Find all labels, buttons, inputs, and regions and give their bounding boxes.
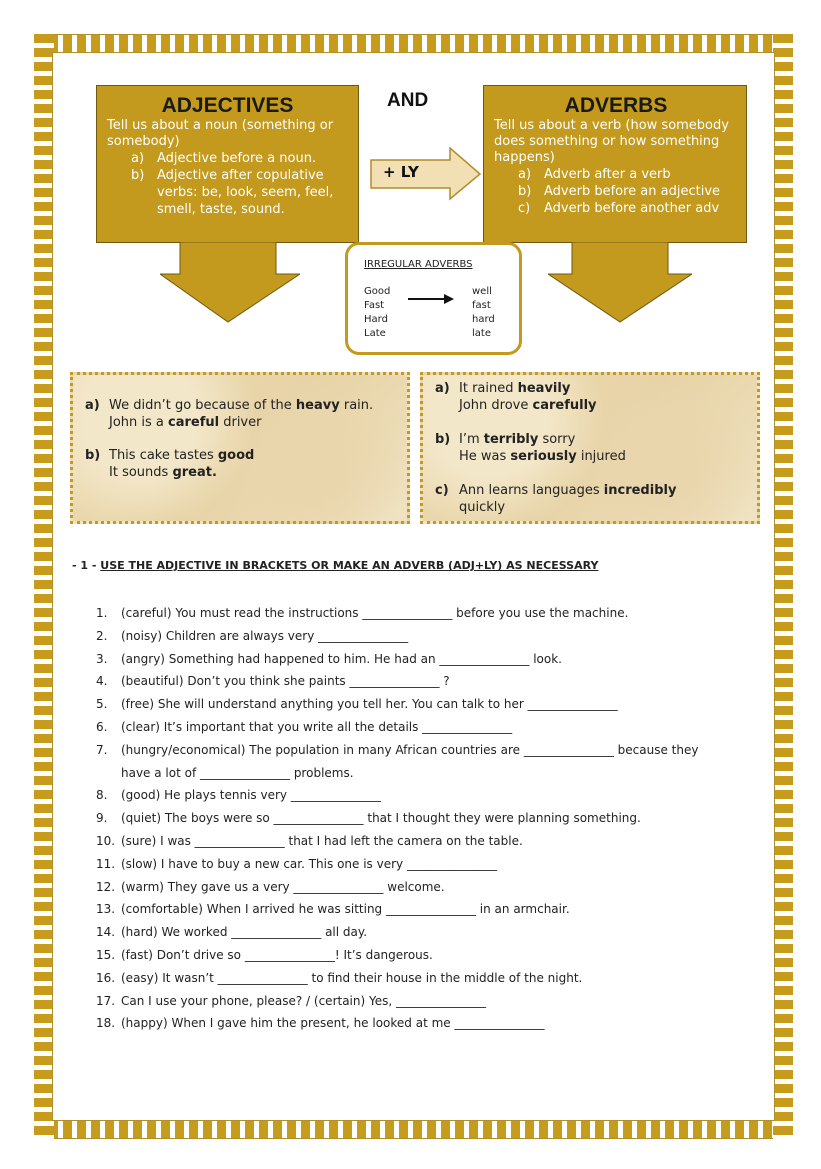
- exercise-item: [96, 693, 766, 716]
- irregular-adverbs-column: [472, 285, 495, 341]
- adj_examples-example-line: [85, 447, 254, 464]
- exercise-item: [96, 990, 766, 1013]
- exercise-item: [96, 853, 766, 876]
- adj_examples-example-text: It sounds: [109, 465, 173, 480]
- exercise-text: (careful) You must read the instructions _______________ before you use the machine.: [121, 606, 629, 620]
- adj_examples-example: [85, 397, 373, 431]
- adv_examples-example-text: It rained: [459, 381, 518, 396]
- adv_examples-example-line: [435, 448, 626, 465]
- adv_examples-example: [435, 380, 597, 414]
- irregular-adjectives-column: [364, 285, 390, 341]
- exercise-number: 12.: [96, 879, 116, 894]
- adv_examples-example-line: [435, 431, 626, 448]
- adj_examples-example-text: John is a: [109, 415, 169, 430]
- exercise-text: (fast) Don’t drive so _______________! It’s dangerous.: [121, 947, 433, 962]
- adverbs-rule: [518, 200, 738, 217]
- exercise-number: 2.: [96, 628, 108, 643]
- adj_examples-example-marker: b): [85, 448, 101, 463]
- adv_examples-example-text: sorry: [538, 432, 576, 447]
- adv_examples-example-text: quickly: [459, 500, 506, 515]
- adverbs-rule-text: Adverb after a verb: [544, 167, 671, 182]
- exercise-text: (clear) It’s important that you write all the details _______________: [121, 719, 513, 734]
- exercise-text: (noisy) Children are always very _______________: [121, 628, 409, 643]
- exercise-item: [96, 898, 766, 921]
- exercise-item: [96, 830, 766, 853]
- adv_examples-example-highlight: seriously: [510, 449, 577, 464]
- adverbs-down-arrow: [548, 242, 692, 324]
- adjectives-rule-marker: b): [131, 168, 145, 183]
- and-connector: AND: [387, 90, 429, 111]
- exercise-item: [96, 670, 766, 693]
- adjectives-description: Tell us about a noun (something or somebody): [107, 118, 334, 149]
- adverbs-rule-text: Adverb before an adjective: [544, 184, 721, 199]
- adverbs-rule-marker: b): [518, 184, 532, 199]
- exercise-text: (beautiful) Don’t you think she paints _______________ ?: [121, 674, 450, 689]
- exercise-number: 11.: [96, 856, 116, 871]
- irregular-adjectives-word: Late: [364, 328, 386, 339]
- exercise-text: (comfortable) When I arrived he was sitting _______________ in an armchair.: [121, 902, 570, 917]
- exercise-instruction: USE THE ADJECTIVE IN BRACKETS OR MAKE AN ADVERB (ADJ+LY) AS NECESSARY: [100, 559, 599, 572]
- exercise-item: [96, 944, 766, 967]
- irregular-adjectives-word: Good: [364, 286, 391, 297]
- adverbs-rule-text: Adverb before another adv: [544, 201, 720, 216]
- adv_examples-example-text: He was: [459, 449, 511, 464]
- exercise-number: 1.: [96, 606, 108, 620]
- adverbs-rule-marker: c): [518, 201, 531, 216]
- adv_examples-example-text: John drove: [459, 398, 533, 413]
- adjectives-box: [96, 85, 359, 243]
- exercise-number: 6.: [96, 719, 108, 734]
- exercise-text: (warm) They gave us a very _______________ welcome.: [121, 879, 445, 894]
- adjectives-rule-text: Adjective after copulative verbs: be, look, seem, feel, smell, taste, sound.: [157, 168, 334, 217]
- adj_examples-example-marker: a): [85, 398, 100, 413]
- exercise-title: - 1 - USE THE ADJECTIVE IN BRACKETS OR MAKE AN ADVERB (ADJ+LY) AS NECESSARY: [72, 559, 599, 572]
- irregular-adjectives-word: Fast: [364, 300, 385, 311]
- adv_examples-example-text: Ann learns languages: [459, 483, 604, 498]
- adjectives-title: ADJECTIVES: [161, 94, 294, 117]
- irregular-adverbs-word: well: [472, 286, 492, 297]
- adj_examples-example: [85, 447, 254, 481]
- exercise-text: (slow) I have to buy a new car. This one is very _______________: [121, 856, 497, 871]
- adjectives-rule: [131, 167, 348, 218]
- adverbs-rule: [518, 183, 738, 200]
- exercise-item: [96, 648, 766, 671]
- irregular-adverbs-box: [345, 242, 522, 355]
- adv_examples-example-line: [435, 397, 597, 414]
- exercise-text: (free) She will understand anything you tell her. You can talk to her _______________: [121, 697, 618, 712]
- exercise-number: 4.: [96, 674, 108, 689]
- exercise-text: (sure) I was _______________ that I had left the camera on the table.: [121, 833, 523, 848]
- exercise-item: [96, 716, 766, 739]
- arrow-right-icon: [408, 293, 454, 305]
- adv_examples-example-highlight: carefully: [532, 398, 597, 413]
- exercise-number: 7.: [96, 742, 108, 757]
- exercise-item: [96, 625, 766, 648]
- exercise-item: [96, 921, 766, 944]
- adverb-examples-box: [420, 372, 760, 524]
- adj_examples-example-line: [85, 464, 254, 481]
- exercise-number: 5.: [96, 697, 108, 712]
- adj_examples-example-line: [85, 397, 373, 414]
- adv_examples-example-marker: b): [435, 432, 451, 447]
- exercise-list: [96, 602, 766, 1035]
- adj_examples-example-highlight: careful: [168, 415, 220, 430]
- exercise-number: 16.: [96, 970, 116, 985]
- adv_examples-example-text: I’m: [459, 432, 484, 447]
- adv_examples-example-line: [435, 380, 597, 397]
- adj_examples-example-highlight: heavy: [295, 398, 340, 413]
- exercise-item: [96, 807, 766, 830]
- adv_examples-example-highlight: terribly: [483, 432, 539, 447]
- adv_examples-example-marker: a): [435, 381, 450, 396]
- exercise-number: 15.: [96, 947, 116, 962]
- exercise-item: [96, 739, 766, 785]
- adverbs-rule: [518, 166, 738, 183]
- adverbs-title: ADVERBS: [564, 94, 668, 117]
- adverbs-box: [483, 85, 747, 243]
- adv_examples-example: [435, 431, 626, 465]
- adj_examples-example-text: driver: [219, 415, 262, 430]
- adv_examples-example-marker: c): [435, 483, 449, 498]
- exercise-number: 13.: [96, 902, 116, 917]
- exercise-item: [96, 876, 766, 899]
- exercise-text: (easy) It wasn’t _______________ to find their house in the middle of the night.: [121, 970, 583, 985]
- adv_examples-example-highlight: incredibly: [603, 483, 677, 498]
- adjectives-rule-text: Adjective before a noun.: [157, 151, 317, 166]
- adj_examples-example-text: We didn’t go because of the: [109, 398, 296, 413]
- irregular-adjectives-word: Hard: [364, 314, 388, 325]
- exercise-number: 17.: [96, 993, 116, 1008]
- adjectives-rule-marker: a): [131, 151, 145, 166]
- plus-ly-label: + LY: [383, 163, 419, 181]
- adv_examples-example-line: [435, 482, 676, 499]
- adjective-examples-box: [70, 372, 410, 524]
- exercise-item: [96, 602, 766, 625]
- irregular-adverbs-title: IRREGULAR ADVERBS: [364, 259, 473, 270]
- adv_examples-example-highlight: heavily: [517, 381, 571, 396]
- adj_examples-example-highlight: good: [217, 448, 255, 463]
- irregular-adverbs-word: late: [472, 328, 491, 339]
- exercise-number: 3.: [96, 651, 108, 666]
- exercise-text: (good) He plays tennis very _______________: [121, 788, 381, 803]
- adj_examples-example-line: [85, 414, 373, 431]
- adv_examples-example-text: injured: [576, 449, 626, 464]
- exercise-item: [96, 1012, 766, 1035]
- exercise-item: [96, 967, 766, 990]
- exercise-item: [96, 784, 766, 807]
- adv_examples-example-line: [435, 499, 676, 516]
- adjectives-rules: [107, 150, 348, 218]
- adverbs-description: Tell us about a verb (how somebody does something or how something happens): [494, 118, 729, 165]
- exercise-text: (quiet) The boys were so _______________ that I thought they were planning something.: [121, 811, 641, 826]
- exercise-number: 10.: [96, 833, 116, 848]
- exercise-text-continued: have a lot of _______________ problems.: [121, 765, 354, 780]
- exercise-text: (hard) We worked _______________ all day.: [121, 925, 368, 940]
- exercise-text: Can I use your phone, please? / (certain) Yes, _______________: [121, 993, 486, 1008]
- adverbs-rule-marker: a): [518, 167, 532, 182]
- exercise-text: (hungry/economical) The population in many African countries are _______________ because they: [121, 742, 699, 757]
- adj_examples-example-highlight: great.: [172, 465, 217, 480]
- adverbs-rules: [494, 166, 738, 217]
- irregular-adverbs-word: hard: [472, 314, 495, 325]
- adj_examples-example-text: This cake tastes: [109, 448, 218, 463]
- exercise-number: 14.: [96, 925, 116, 940]
- adj_examples-example-text: rain.: [339, 398, 374, 413]
- exercise-text: (happy) When I gave him the present, he looked at me _______________: [121, 1016, 545, 1031]
- exercise-number: 18.: [96, 1016, 116, 1031]
- exercise-text: (angry) Something had happened to him. He had an _______________ look.: [121, 651, 562, 666]
- adjectives-down-arrow: [160, 242, 300, 324]
- exercise-number: 9.: [96, 811, 108, 826]
- adjectives-rule: [131, 150, 348, 167]
- adv_examples-example: [435, 482, 676, 516]
- exercise-number: 8.: [96, 788, 108, 803]
- irregular-adverbs-word: fast: [472, 300, 491, 311]
